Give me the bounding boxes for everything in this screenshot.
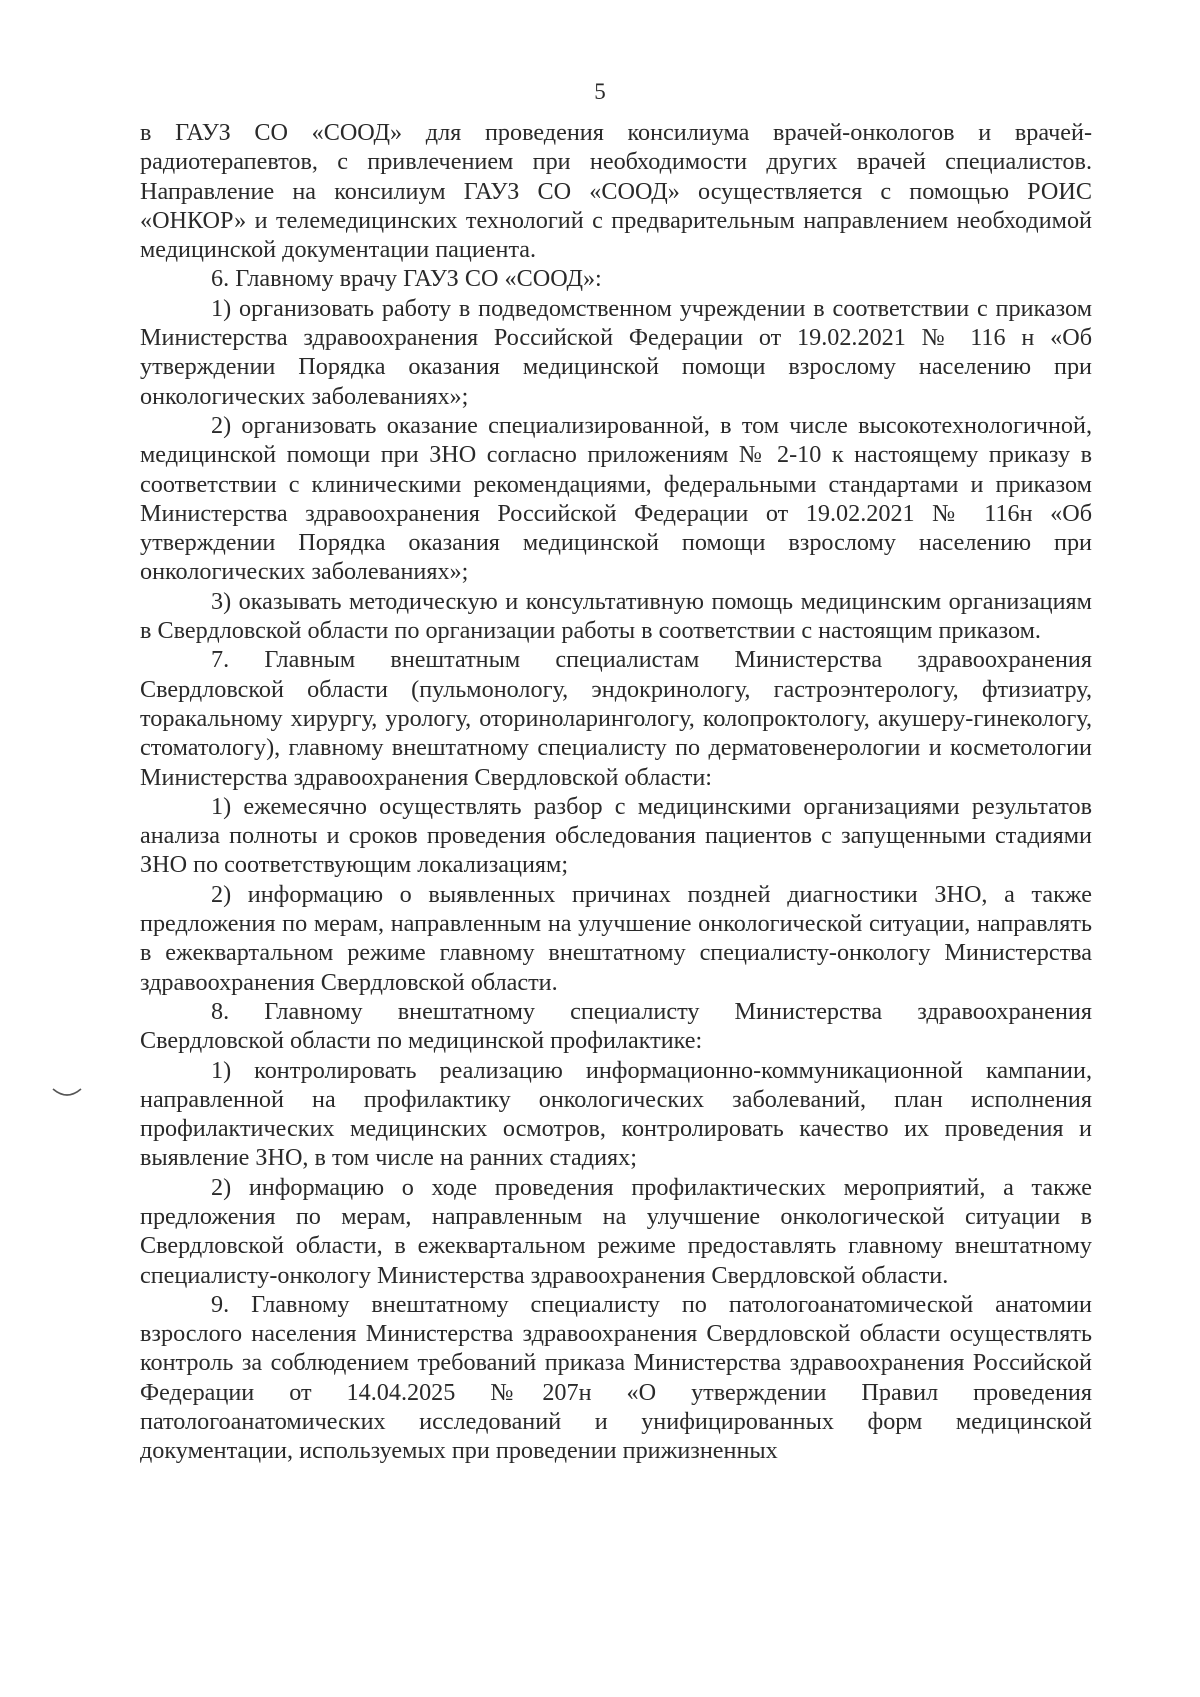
paragraph-item-8: 8. Главному внештатному специалисту Министерства здравоохранения Свердловской области по медицинской профилактике: [140, 997, 1092, 1055]
paragraph-intro: в ГАУЗ СО «СООД» для проведения консилиума врачей-онкологов и врачей-радиотерапевтов, с привлечением при необходимости других врачей специалистов. Направление на консилиум ГАУЗ СО «СООД» осуществляется с помощью РОИС «ОНКОР» и телемедицинских технологий с предварительным направлением необходимой медицинской документации пациента. [140, 119, 1092, 264]
paragraph-item-7: 7. Главным внештатным специалистам Министерства здравоохранения Свердловской области (пульмонологу, эндокринологу, гастроэнтерологу, фтизиатру, торакальному хирургу, урологу, оториноларингологу, колопроктологу, акушеру-гинекологу, стоматологу), главному внештатному специалисту по дерматовенерологии и косметологии Министерства здравоохранения Свердловской области: [140, 646, 1092, 791]
paragraph-item-6: 6. Главному врачу ГАУЗ СО «СООД»: [211, 265, 602, 293]
paragraph-item-7-1: 1) ежемесячно осуществлять разбор с медицинскими организациями результатов анализа полноты и сроков проведения обследования пациентов с запущенными стадиями ЗНО по соответствующим локализациям; [140, 792, 1092, 879]
document-body [140, 118, 1092, 1466]
paragraph-item-6-3: 3) оказывать методическую и консультативную помощь медицинским организациям в Свердловской области по организации работы в соответствии с настоящим приказом. [140, 587, 1092, 645]
paragraph-item-8-1: 1) контролировать реализацию информационно-коммуникационной кампании, направленной на профилактику онкологических заболеваний, план исполнения профилактических медицинских осмотров, контролировать качество их проведения и выявление ЗНО, в том числе на ранних стадиях; [140, 1056, 1092, 1172]
paragraph-item-6-2: 2) организовать оказание специализированной, в том числе высокотехнологичной, медицинской помощи при ЗНО согласно приложениям № 2-10 к настоящему приказу в соответствии с клиническими рекомендациями, федеральными стандартами и приказом Министерства здравоохранения Российской Федерации от 19.02.2021 № 116н «Об утверждении Порядка оказания медицинской помощи взрослому населению при онкологических заболеваниях»; [140, 411, 1092, 586]
scan-artifact-mark [52, 1087, 82, 1099]
paragraph-item-8-2: 2) информацию о ходе проведения профилактических мероприятий, а также предложения по мерам, направленным на улучшение онкологической ситуации в Свердловской области, в ежеквартальном режиме предоставлять главному внештатному специалисту-онкологу Министерства здравоохранения Свердловской области. [140, 1173, 1092, 1289]
page-number: 5 [594, 79, 606, 104]
paragraph-item-6-1: 1) организовать работу в подведомственном учреждении в соответствии с приказом Министерства здравоохранения Российской Федерации от 19.02.2021 № 116 н «Об утверждении Порядка оказания медицинской помощи взрослому населению при онкологических заболеваниях»; [140, 294, 1092, 410]
paragraph-item-7-2: 2) информацию о выявленных причинах поздней диагностики ЗНО, а также предложения по мерам, направленным на улучшение онкологической ситуации, направлять в ежеквартальном режиме главному внештатному специалисту-онкологу Министерства здравоохранения Свердловской области. [140, 880, 1092, 996]
paragraph-item-9: 9. Главному внештатному специалисту по патологоанатомической анатомии взрослого населения Министерства здравоохранения Свердловской области осуществлять контроль за соблюдением требований приказа Министерства здравоохранения Российской Федерации от 14.04.2025 №207н «О утверждении Правил проведения патологоанатомических исследований и унифицированных форм медицинской документации, используемых при проведении прижизненных [140, 1290, 1092, 1465]
